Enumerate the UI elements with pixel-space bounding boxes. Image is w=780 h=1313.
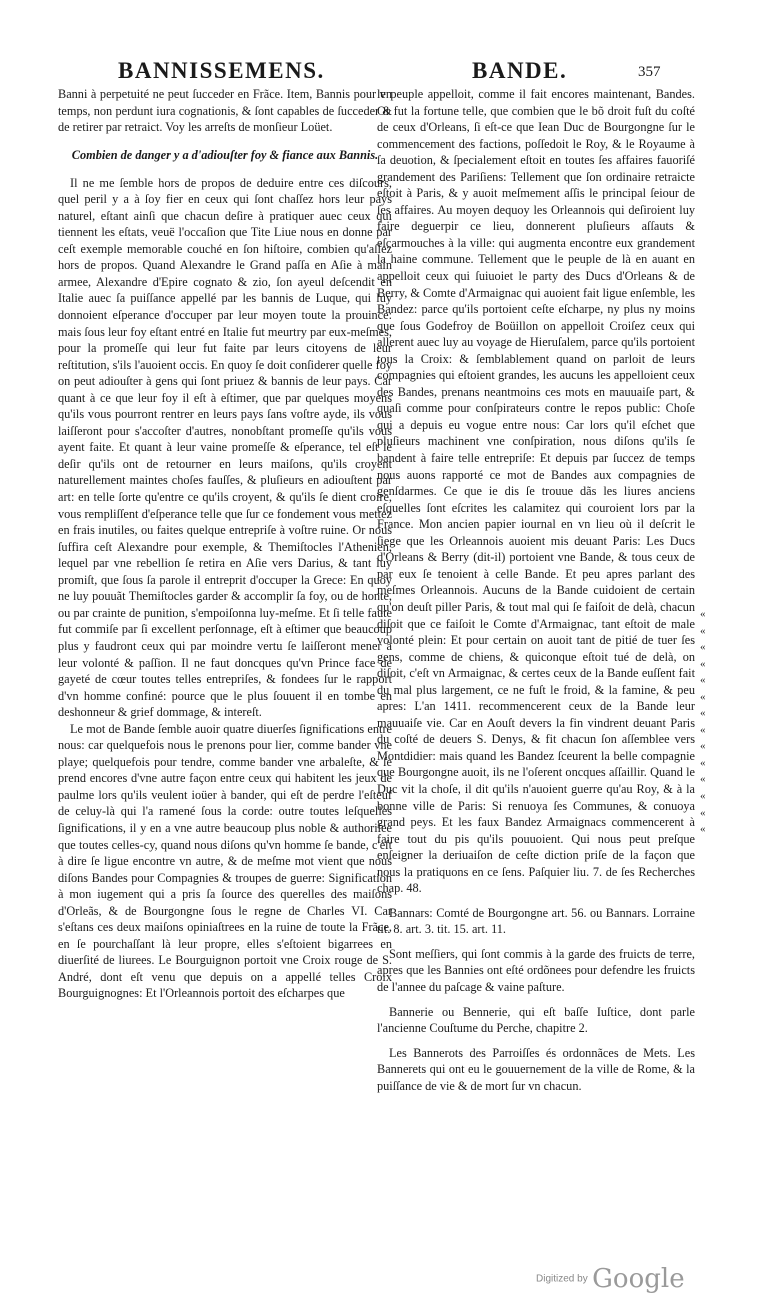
margin-quote-mark: «: [700, 823, 706, 836]
running-title-right: BANDE.: [472, 58, 568, 83]
margin-quote-mark: «: [700, 657, 706, 670]
margin-quote-mark: «: [700, 756, 706, 769]
left-column: [58, 86, 392, 1002]
paragraph-banni: Banni à perpetuité ne peut ſucceder en Frãce. Item, Bannis pour vn temps, non perdunt iura cognationis, & ſont capables de ſucceder & de retirer par retraict. Voy les arreſts de monſieur Loüet.: [58, 87, 392, 135]
section-heading: Combien de danger y a d'adiouſter foy & fiance aux Bannis.: [71, 147, 379, 162]
margin-quote-mark: «: [700, 690, 706, 703]
margin-quote-mark: «: [700, 740, 706, 753]
margin-quote-mark: «: [700, 773, 706, 786]
right-column: [377, 86, 695, 1094]
entry-messiers: Sont meſſiers, qui ſont commis à la garde des fruicts de terre, apres que les Bannies ont eſté ordõnees pour defendre les fruicts de l'annee du paſcage & vaine paſture.: [377, 946, 695, 994]
entry-bannerets: Les Bannerots des Parroiſſes és ordonnãces de Mets. Les Bannerets qui ont eu le gouuernement de la ville de Rome, & la puiſſance de vie & de mort ſur vn chacun.: [377, 1045, 695, 1093]
margin-quote-mark: «: [700, 674, 706, 687]
margin-quote-mark: «: [700, 790, 706, 803]
google-logo: Google: [592, 1264, 685, 1294]
page-number: 357: [638, 64, 661, 80]
margin-quote-mark: «: [700, 707, 706, 720]
entry-bannars: Bannars: Comté de Bourgongne art. 56. ou Bannars. Lorraine tit. 8. art. 3. tit. 15. art. 11.: [377, 905, 695, 937]
entry-bannerie: Bannerie ou Bennerie, qui eſt baſſe Iuſtice, dont parle l'ancienne Couſtume du Perche, chapitre 2.: [377, 1004, 695, 1036]
paragraph-bannis-danger: Il ne me ſemble hors de propos de deduire entre ces diſcours, quel peril y a à ſoy fier en ceux qui ſont chaſſez hors leur pays naturel, eſtant ainſi que chacun deſire à pratiquer auec ceux qui tiennent les eſtats, veuë l'occaſion que Tite Liue nous en donne par ceſt exemple memorable couché en ſon hiſtoire, combien qu'aſſez hors de propos. Quand Alexandre le Grand paſſa en Aſie à main armee, Alexandre d'Epire cognato & zio, ſon ayeul deſcendit en Italie auec ſa puiſſance appellé par les bannis de Luque, qui luy donnoient eſperance d'occuper par leur moyen toute la prouince: mais ſous leur foy eſtant entré en Italie fut meurtry par eux-meſmes, pour la promeſſe qui leur fut faite par leurs citoyens de leur reſtitution, s'ils l'auoient occis. En quoy ſe doit conſiderer quelle foy on peut adiouſter à gens qui ſont priuez & bannis de leur pays. Car quant à ce que leur foy il eſt à eſtimer, que par quelques moyens qu'ils vous pourront rentrer en leurs pays ſans voſtre ayde, ils vous laiſſeront pour s'accoſter d'autres, nonobſtant promeſſe qu'ils vous ayent faite. Et quant à leur vaine promeſſe & eſperance, tel eſt le deſir qu'ils ont de retourner en leurs maiſons, qu'ils croyent naturellement maintes choſes fauſſes, & pluſieurs en adiouſtent par art: en telle ſorte qu'entre ce qu'ils croyent, & qu'ils ſe dient croire, vous rempliſſent d'eſperance telle que ſur ce fondement vous mettez en frais inutiles, ou faites quelque entrepriſe à voſtre ruine. Or nous ſuffira ceſt Alexandre pour exemple, & Themiſtocles l'Athenien, lequel par vne rebellion ſe retira en Aſie vers Darius, & tant luy promiſt, que ſous ſa parole il entreprit d'occuper la Grece: En quoy ne luy pouuãt Themiſtocles garder & accomplir ſa foy, ou de honte, ou par crainte de punition, s'empoiſonna luy-meſme. Et ſi telle faute fut commiſe par ſi excellent perſonnage, eſt à eſtimer que beaucoup plus y faudront ceux qui par moindre vertu ſe laiſſeront mener à leur volonté & paſſion. Il ne faut doncques qu'vn Prince face de gayeté de cœur toutes telles entrepriſes, & fondees ſur le rapport d'vn homme confiné: pource que le plus ſouuent il en tombe en deshonneur & grief dommage, & intereſt.: [58, 175, 392, 720]
digitized-label: Digitized by: [536, 1273, 588, 1285]
margin-quote-mark: «: [700, 723, 706, 736]
paragraph-bande-history: le peuple appelloit, comme il fait encores maintenant, Bandes. Or fut la fortune telle, que combien que le bõ droit fuſt du coſté de ceux d'Orleans, ſi eſt-ce que Iean Duc de Bourgongne ſur le commencement des factions, poſſedoit le Roy, & le Royaume à ſa deuotion, & ſpecialement eſtoit en toutes ſes affaires fauoriſé grandement des Pariſiens: Tellement que ſon ordinaire retraicte eſtoit à Paris, & y auoit meſmement aſſis le principal ſeiour de ſes affaires. Au moyen dequoy les Orleannois qui deſiroient luy faire deguerpir ce lieu, donnerent pluſieurs aſſauts & eſcarmouches à la ville: qui augmenta encontre eux grandement la haine commune. Tellement que le peuple de là en auant en appelloit ceux qui ſuiuoiet le party des Ducs d'Orleans & de Berry, & Comte d'Armaignac qui auoient fait ligue enſemble, les Bandez: parce qu'ils portoient ceſte eſcharpe, ny plus ny moins que ſous Godefroy de Boüillon on appelloit Croiſez ceux qui allerent auec luy au voyage de Hieruſalem, parce qu'ils portoient tous la Croix: & ſemblablement quand on parloit de leurs compagnies qui eſtoient grandes, les aucuns les appelloient ceux des Bandes, prenans neantmoins ces mots en mauuaiſe part, & quaſi comme pour conſpirateurs contre le repos public: Choſe qui a depuis eu vogue entre nous: Car lors qu'il eſchet que pluſieurs machinent vne conſpiration, nous diſons qu'ils ſe bandent à faire telle entrepriſe: Et depuis par ſuccez de temps nous auons rapporté ce mot de Bandes aux compagnies de genſdarmes. Ce que ie dis ſe trouue dãs les liures anciens eſquelles ſont eſcrites les calamitez qui couroient lors par la France. Mon ancien papier iournal en vn lieu où il deſcrit le ſiege que les Orleannois auoient mis deuant Paris: Les Ducs d'Orleans & Berry (dit-il) portoient vne Bande, & tous ceux de par eux ſe tenoient à celle Bande. Et peu apres parlant des meſmes Orleannois. Aucuns de la Bande cuidoient de certain qu'on deuſt piller Paris, & tout mal qui ſe faiſoit de delà, chacun diſoit que ce faiſoit le Comte d'Armaignac, tant eſtoit de male volonté plein: Et pour certain on auoit tant de pitié de tuer ſes gens, comme de chiens, & quiconque eſtoit tué de delà, on diſoit, c'eſt vn Armaignac, & certes ceux de la Bande euſſent fait du mal plus largement, ce ne fuſt le froid, & la famine, & peu apres: L'an 1411. recommencerent ceux de la Bande leur mauuaiſe vie. Car en Aouſt devers la fin vindrent deuant Paris du coſté de deuers S. Denys, & fit chacun ſon aſſemblee vers Montdidier: mais quand les Bandez ſceurent la belle compagnie que Bourgongne auoit, ils ne l'oſerent oncques aſſaillir. Quand le Duc vit la choſe, il dit qu'ils n'auoient guerre qu'au Roy, & à la bonne ville de Paris: Si renuoya ſes Communes, & conuoya grand peys. Et les faux Bandez Armaignacs commencerent à faire tout du pis qu'ils pouuoient. Qui nous peut preſque enſeigner la deriuaiſon de ceſte diction priſe de la façon que nous la pratiquons en ce ſens. Paſquier liu. 7. de ſes Recherches chap. 48.: [377, 87, 695, 896]
quotation-margin-marks: [700, 606, 714, 838]
margin-quote-mark: «: [700, 806, 706, 819]
paragraph-bande-meaning: Le mot de Bande ſemble auoir quatre diuerſes ſignifications entre nous: car quelquefois nous le prenons pour lier, comme bander vne playe; quelquefois pour tendre, comme bander vne arbaleſte, & ſe prend encores d'vne autre façon entre ceux qui habitent les jeux de paulme lors qu'ils veulent ioüer à bander, qui eſt de perdre l'eſteuf de celuy-là qui l'a ramené ſous la corde: outre toutes leſquelles ſignifications, il y en a vne autre beaucoup plus noble & authoriſee que toutes celles-cy, quand nous diſons qu'vn homme ſe bande, c'eſt à dire ſe ligue encontre vn autre, & de meſme mot vient que nous diſons Bandes pour Compagnies & troupes de guerre: Signification à mon iugement qui a pris ſa ſource des querelles des maiſons d'Orleãs, & de Bourgongne ſous le regne de Charles VI. Car s'eſtans ces deux maiſons opiniaſtrees en la ruine de toute la Frãce, en ſe pourchaſſant là leur propre, elles s'eſtoient bigarrees en diuerſité de liurees. Le Bourguignon portoit vne Croix rouge de S. André, dont eſt venu que depuis on a appellé telles Croix Bourguignognes: Et l'Orleannois portoit des eſcharpes que: [58, 721, 392, 1001]
margin-quote-mark: «: [700, 624, 706, 637]
margin-quote-mark: «: [700, 608, 706, 620]
digitized-footer: [536, 1264, 685, 1294]
margin-quote-mark: «: [700, 641, 706, 654]
running-title-left: BANNISSEMENS.: [118, 58, 325, 83]
